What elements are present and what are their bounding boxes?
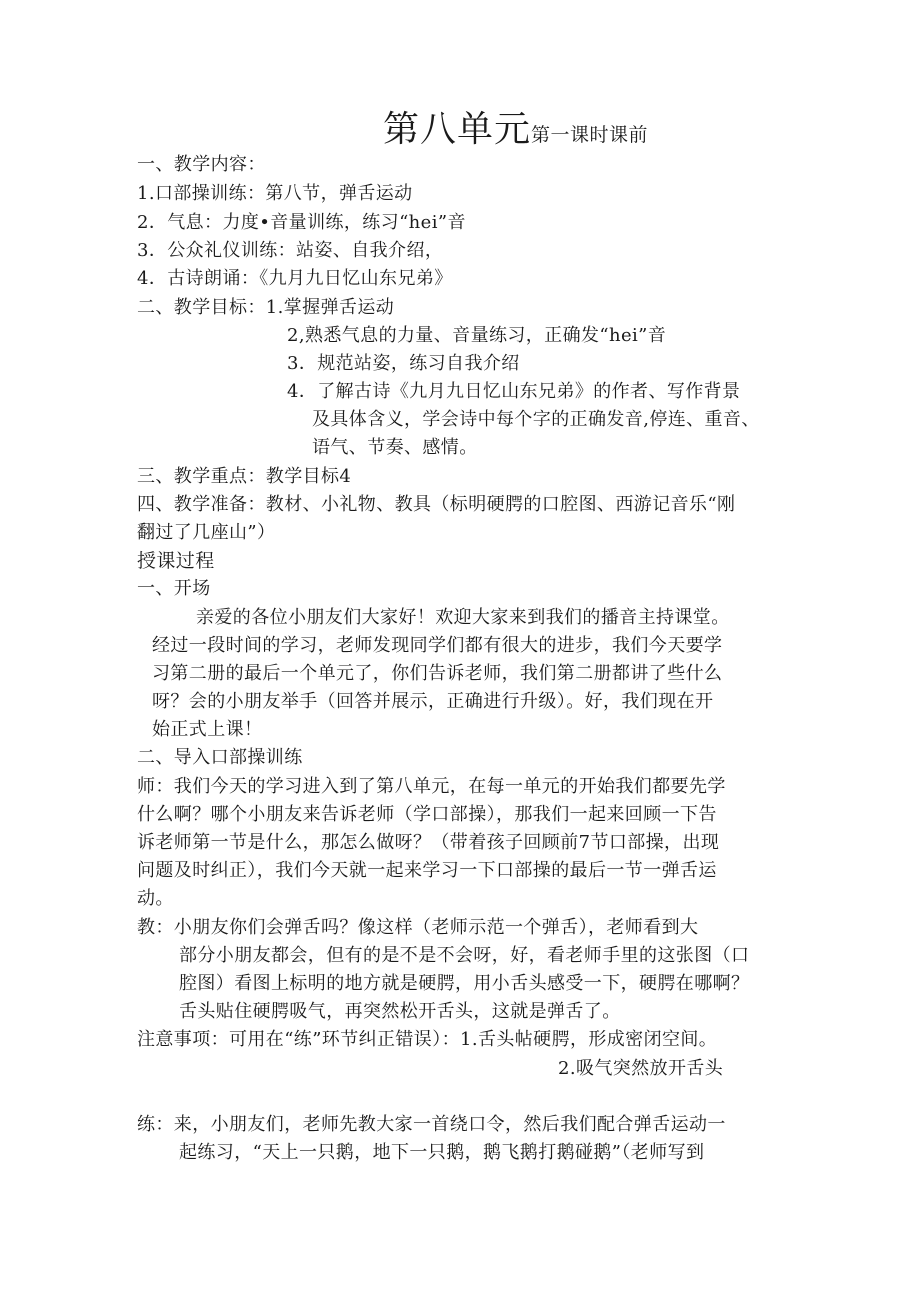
prep-cont: 翻过了几座山”） (137, 522, 276, 543)
notes-line-1: 注意事项：可用在“练”环节纠正错误）：1.舌头帖硬腭，形成密闭空间。 (137, 1029, 718, 1050)
teach-para-3: 腔图）看图上标明的地方就是硬腭，用小舌头感受一下，硬腭在哪啊？ (179, 973, 750, 994)
opening-para-1: 亲爱的各位小朋友们大家好！欢迎大家来到我们的播音主持课堂。 (196, 607, 730, 628)
teacher-para-1: 师：我们今天的学习进入到了第八单元，在每一单元的开始我们都要先学 (137, 776, 726, 797)
section-heading-prep: 四、教学准备：教材、小礼物、教具（标明硬腭的口腔图、西游记音乐“刚 (137, 494, 736, 515)
content-item-1: 1.口部操训练：第八节，弹舌运动 (137, 183, 413, 204)
teacher-para-2: 什么啊？哪个小朋友来告诉老师（学口部操），那我们一起来回顾一下告 (137, 804, 717, 825)
goal-item-4-cont2: 语气、节奏、感情。 (312, 437, 478, 458)
notes-line-2: 2.吸气突然放开舌头 (558, 1058, 724, 1079)
section-heading-content: 一、教学内容： (137, 154, 266, 175)
content-item-2: 2．气息：力度•音量训练，练习“hei”音 (137, 212, 466, 233)
opening-para-4: 呀？会的小朋友举手（回答并展示，正确进行升级）。好，我们现在开 (152, 691, 714, 712)
section-heading-focus: 三、教学重点：教学目标4 (137, 466, 352, 487)
content-item-4: 4．古诗朗诵：《九月九日忆山东兄弟》 (137, 268, 453, 289)
section-heading-process: 授课过程 (137, 550, 215, 572)
document-title (383, 108, 648, 158)
teach-para-2: 部分小朋友都会，但有的是不是不会呀，好，看老师手里的这张图（口 (179, 945, 750, 966)
title-sub: 第一课时课前 (531, 124, 649, 146)
title-main: 第八单元 (383, 109, 532, 150)
teach-para-1: 教：小朋友你们会弹舌吗？像这样（老师示范一个弹舌），老师看到大 (137, 917, 699, 938)
goal-item-3: 3．规范站姿，练习自我介绍 (287, 353, 520, 374)
opening-para-3: 习第二册的最后一个单元了，你们告诉老师，我们第二册都讲了些什么 (152, 663, 723, 684)
teach-para-4: 舌头贴住硬腭吸气，再突然松开舌头，这就是弹舌了。 (179, 1001, 621, 1022)
teacher-para-4: 问题及时纠正），我们今天就一起来学习一下口部操的最后一节一弹舌运 (137, 860, 717, 881)
content-item-3: 3．公众礼仪训练：站姿、自我介绍， (137, 240, 444, 261)
opening-para-5: 始正式上课！ (152, 719, 263, 740)
goal-item-4-cont: 及具体含义，学会诗中每个字的正确发音,停连、重音、 (312, 409, 760, 430)
teacher-para-3: 诉老师第一节是什么，那怎么做呀？（带着孩子回顾前7节口部操，出现 (137, 832, 720, 853)
step-heading-warmup: 二、导入口部操训练 (137, 747, 303, 768)
step-heading-opening: 一、开场 (137, 578, 211, 599)
practice-para-2: 起练习，“天上一只鹅，地下一只鹅，鹅飞鹅打鹅碰鹅”（老师写到 (179, 1142, 705, 1163)
practice-para-1: 练：来，小朋友们，老师先教大家一首绕口令，然后我们配合弹舌运动一 (137, 1114, 726, 1135)
section-heading-goals: 二、教学目标：1.掌握弹舌运动 (137, 297, 395, 318)
goal-item-4: 4．了解古诗《九月九日忆山东兄弟》的作者、写作背景 (287, 381, 741, 402)
teacher-para-5: 动。 (137, 888, 174, 909)
goal-item-2: 2,熟悉气息的力量、音量练习，正确发“hei”音 (287, 325, 667, 346)
opening-para-2: 经过一段时间的学习，老师发现同学们都有很大的进步，我们今天要学 (152, 635, 723, 656)
